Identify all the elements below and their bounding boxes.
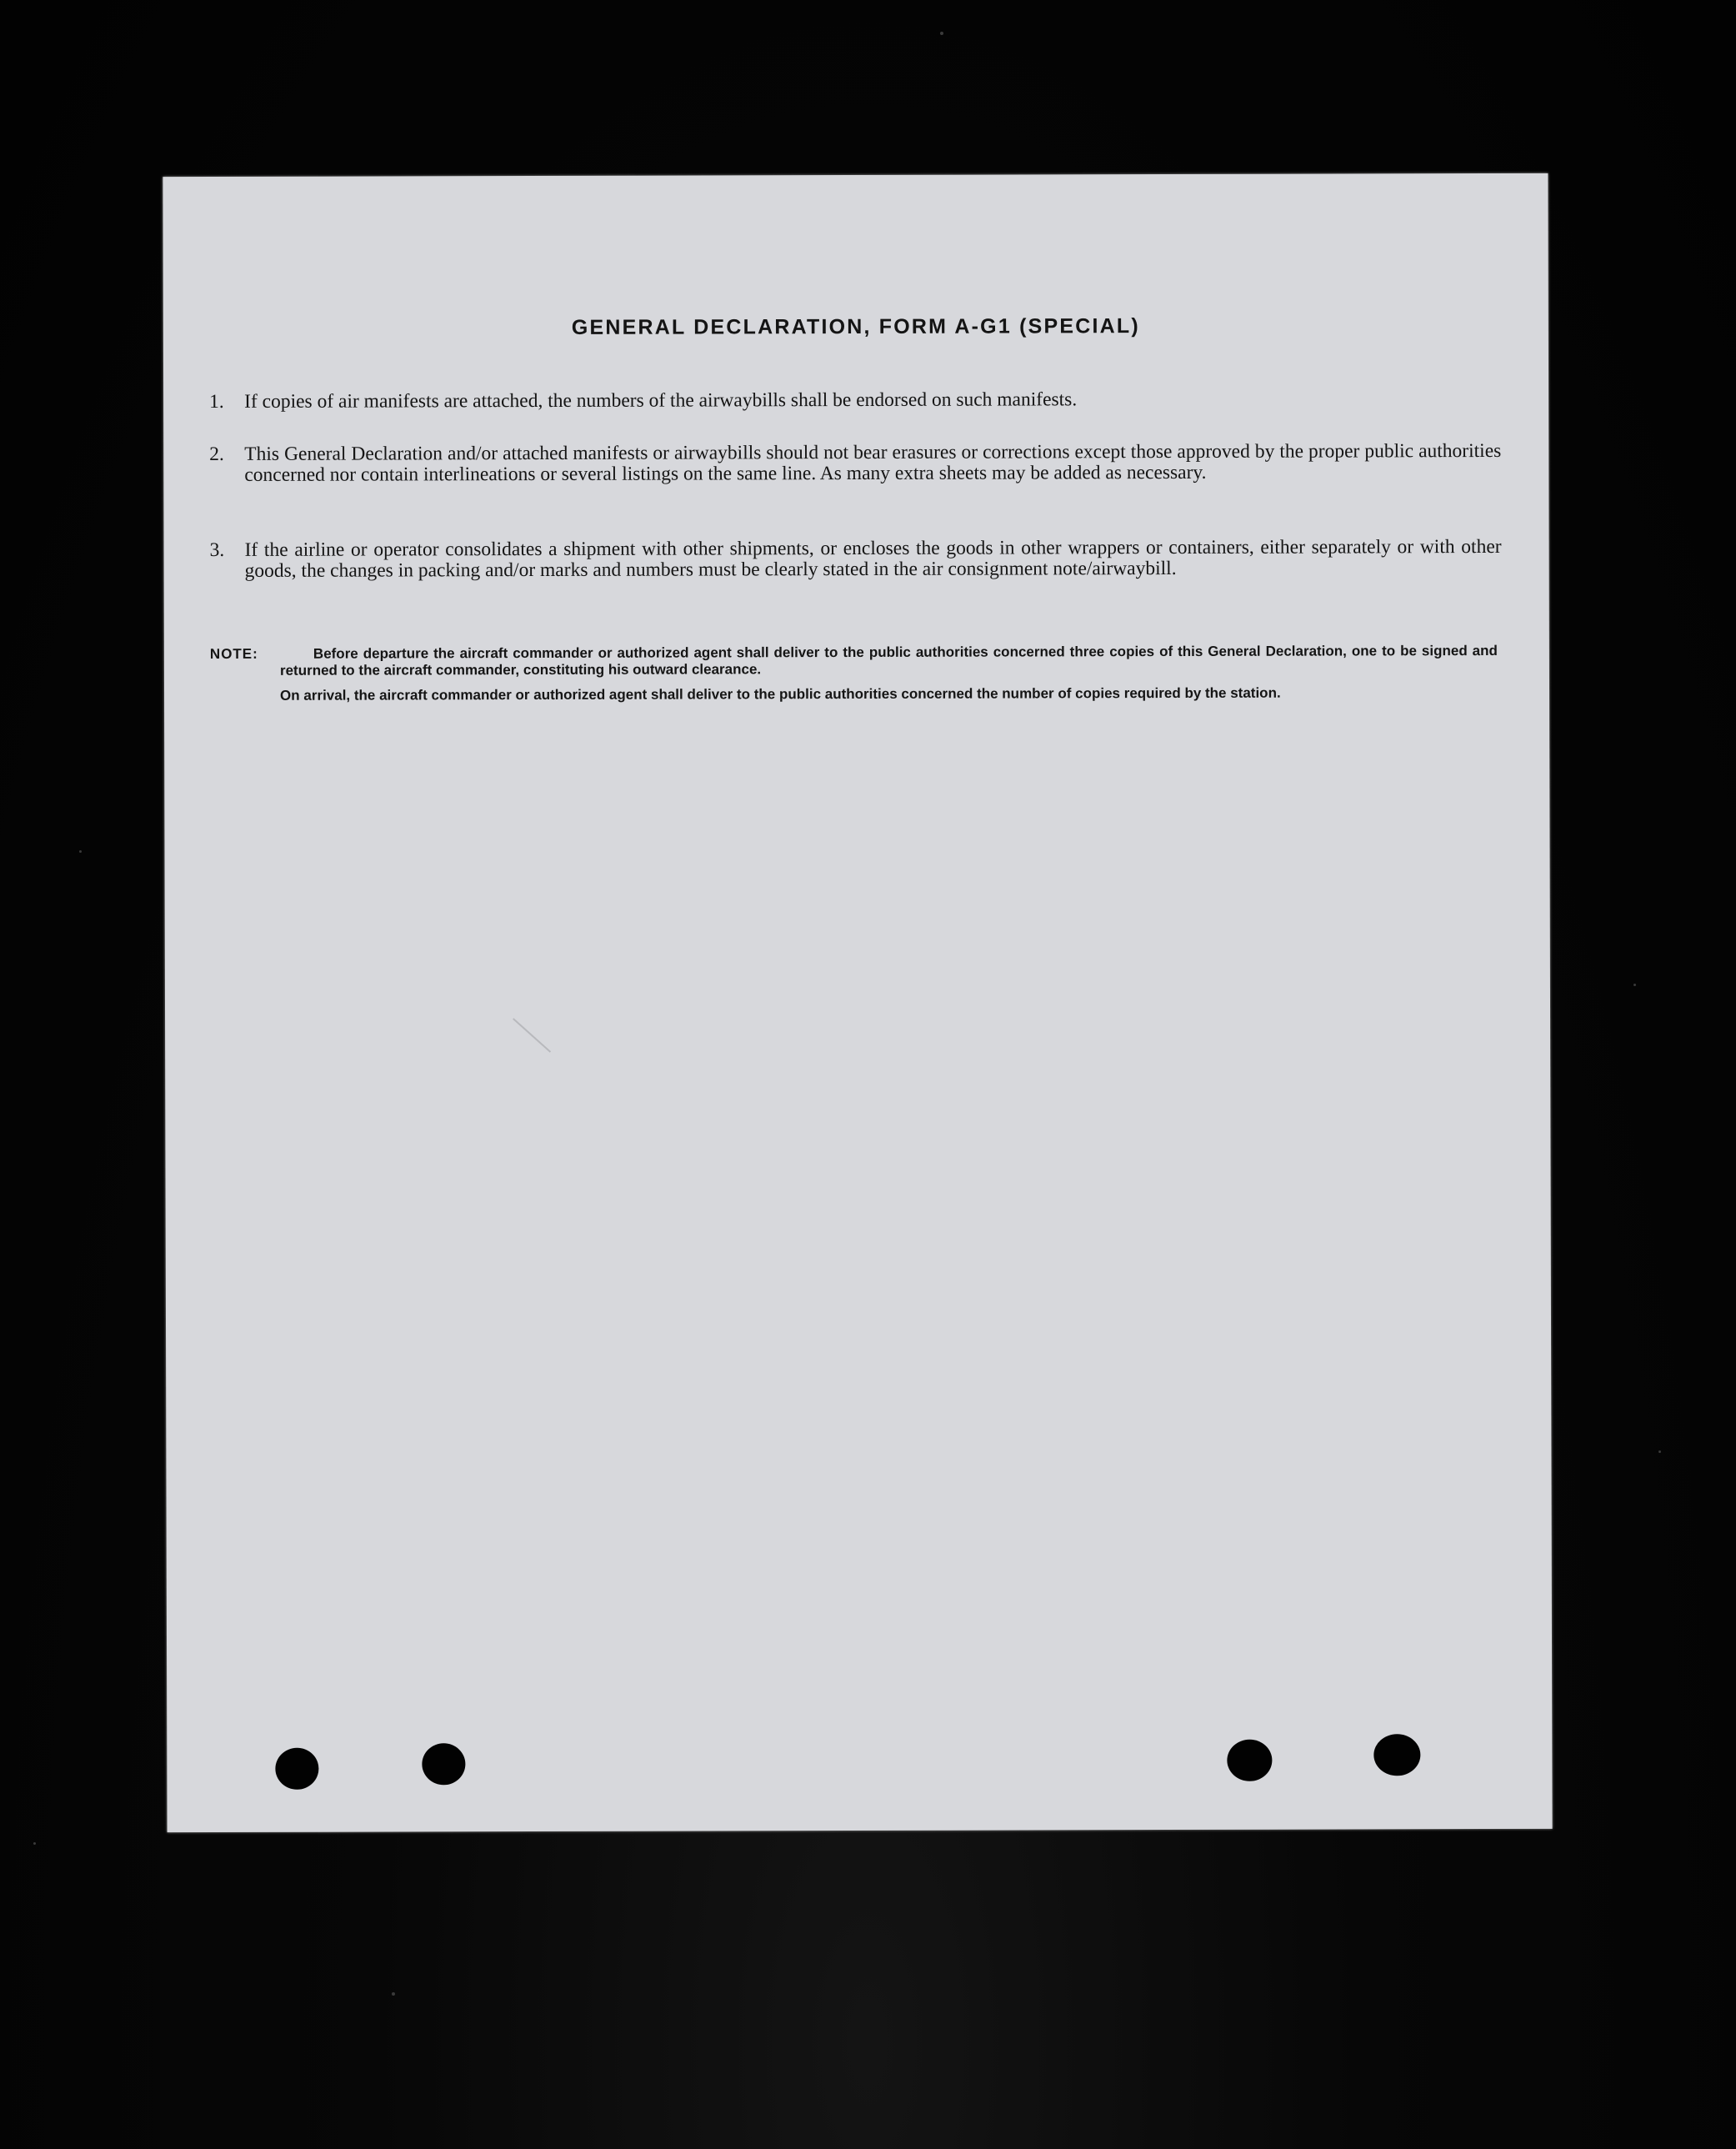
instruction-item-2 [209,441,1501,486]
note-paragraph-departure: Before departure the aircraft commander or authorized agent shall deliver to the public authorities concerned three copies of this General Declaration, one to be signed and returned to the aircraft commander, constituting his outward clearance. [279,642,1498,679]
item-number: 1. [209,390,224,413]
document-page [163,173,1552,1832]
punch-hole [275,1748,318,1790]
form-title: GENERAL DECLARATION, FORM A-G1 (SPECIAL) [571,314,1140,339]
item-text: If copies of air manifests are attached, the numbers of the airwaybills shall be endorsed on such manifests. [244,388,1078,413]
dust-speck [33,1842,36,1845]
note-paragraph-arrival: On arrival, the aircraft commander or authorized agent shall deliver to the public authorities concerned the number of copies required by the station. [280,684,1281,704]
dust-speck [1633,984,1636,986]
item-number: 2. [209,443,224,466]
item-text: If the airline or operator consolidates a shipment with other shipments, or encloses the goods in other wrappers or containers, either separately or with other goods, the changes in packing and/or marks and numbers must be clearly stated in the air consignment note/airwaybill. [244,535,1502,582]
paper-scratch [513,1018,551,1053]
item-number: 3. [209,539,225,562]
instruction-item-3 [210,537,1502,582]
instruction-item-1 [209,388,1501,413]
note-section [210,643,1498,704]
note-label: NOTE: [209,645,258,663]
dust-speck [392,1992,395,1996]
punch-hole [1373,1734,1420,1776]
dust-speck [79,850,82,853]
item-text: This General Declaration and/or attached manifests or airwaybills should not bear erasures or corrections except those approved by the proper public authorities concerned nor contain interlineations or several listings on the same line. As many extra sheets may be added as necessary. [244,439,1502,486]
dust-speck [1658,1450,1661,1453]
dust-speck [940,32,943,35]
punch-hole [1227,1740,1272,1781]
punch-hole [422,1743,465,1785]
